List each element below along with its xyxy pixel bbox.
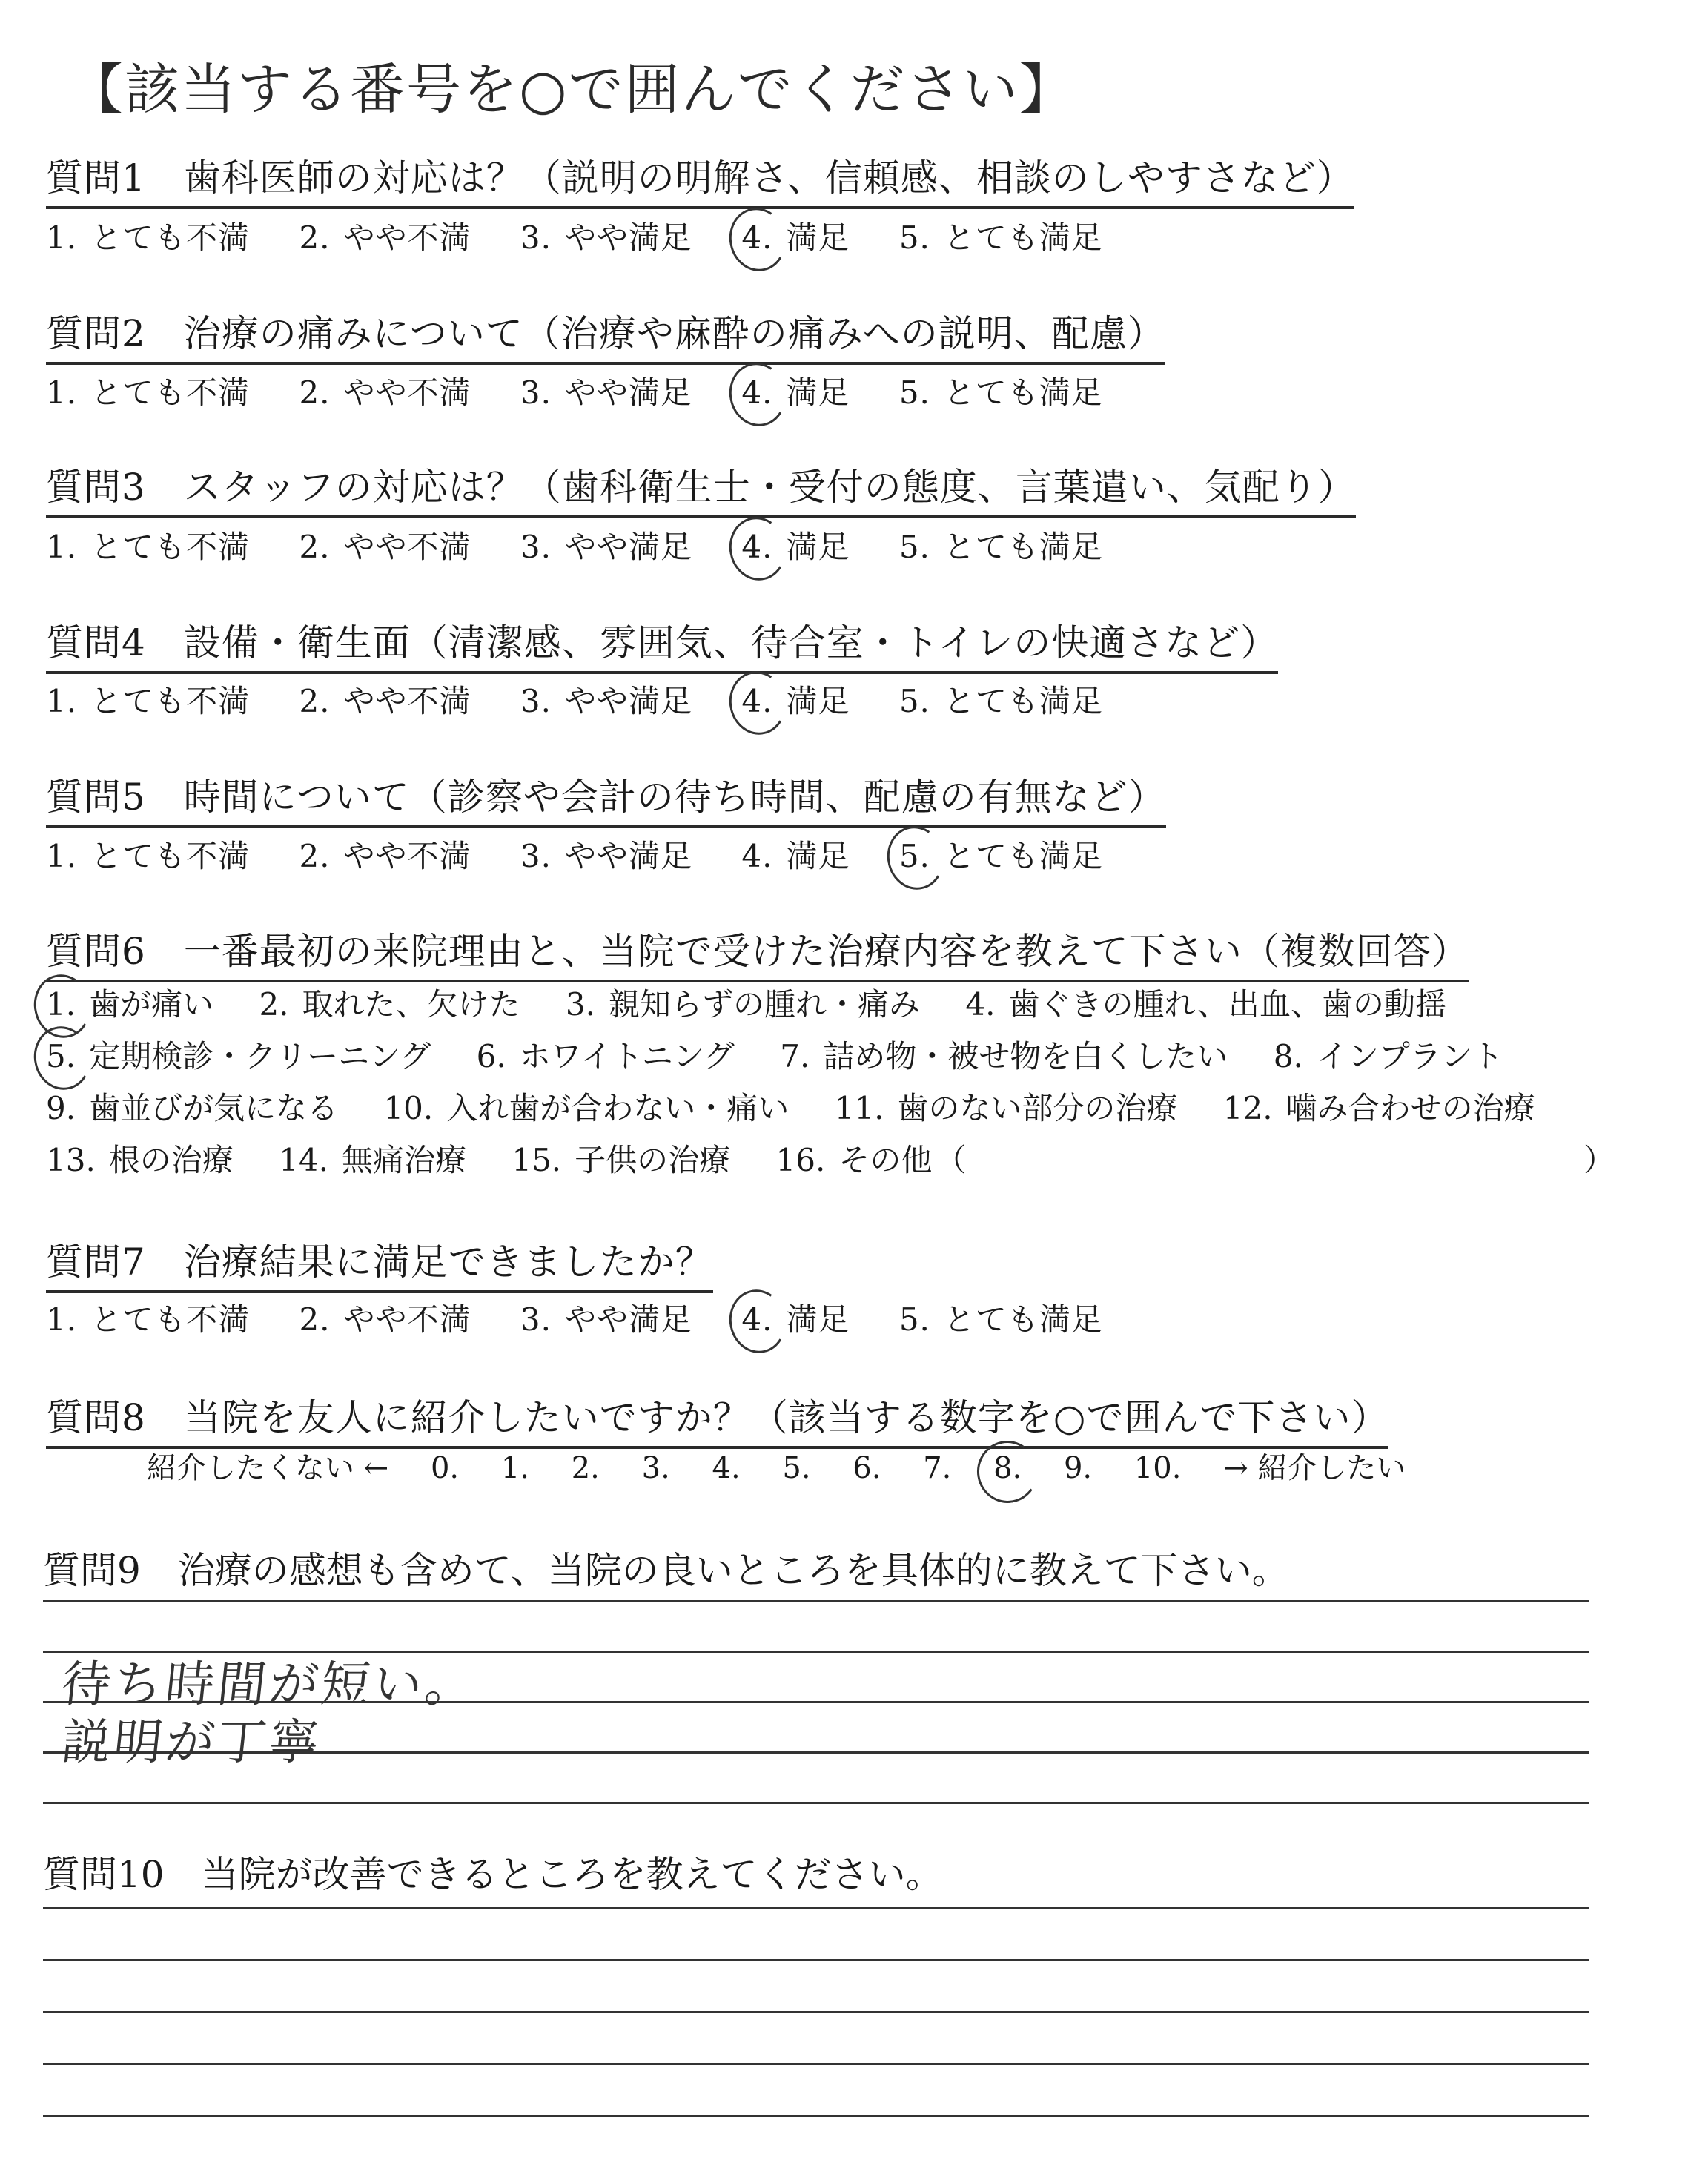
scale-10[interactable]: 10. (1133, 1451, 1182, 1485)
question-8-scale (147, 1444, 1438, 1487)
answer-line (43, 1907, 1589, 1909)
handwritten-answer-line-2: 説明が丁寧 (59, 1714, 325, 1771)
question-1-title: 質問1 歯科医師の対応は？（説明の明解さ、信頼感、相談のしやすさなど） (46, 148, 1354, 209)
q3-option-4[interactable]: 4. 満足 (741, 529, 850, 565)
question-6-title: 質問6 一番最初の来院理由と、当院で受けた治療内容を教えて下さい（複数回答） (46, 922, 1469, 982)
question-7-options (46, 1295, 1142, 1340)
scale-9[interactable]: 9. (1063, 1451, 1093, 1485)
selection-circle: 5. (46, 1038, 76, 1074)
q7-option-1[interactable]: 1. とても不満 (46, 1301, 251, 1338)
q5-option-2[interactable]: 2. やや不満 (299, 838, 471, 874)
question-7-title: 質問7 治療結果に満足できましたか？ (46, 1232, 713, 1293)
q1-option-3[interactable]: 3. やや満足 (520, 219, 692, 256)
scale-5[interactable]: 5. (782, 1451, 811, 1485)
scale-2[interactable]: 2. (571, 1451, 600, 1485)
q1-option-2[interactable]: 2. やや不満 (299, 219, 471, 256)
answer-line (43, 2011, 1589, 2013)
q5-option-3[interactable]: 3. やや満足 (520, 838, 692, 874)
q4-option-4[interactable]: 4. 満足 (741, 683, 850, 719)
answer-line (43, 1600, 1589, 1602)
question-10-title: 質問10 当院が改善できるところを教えてください。 (43, 1853, 943, 1896)
q7-option-2[interactable]: 2. やや不満 (299, 1301, 471, 1338)
q6-option-16[interactable]: 16. その他（ (775, 1142, 967, 1178)
question-2-options (46, 369, 1142, 413)
q2-option-2[interactable]: 2. やや不満 (299, 374, 471, 411)
q6-option-5[interactable]: 5. 定期検診・クリーニング (46, 1038, 431, 1074)
answer-line (43, 2063, 1589, 2065)
question-9-title: 質問9 治療の感想も含めて、当院の良いところを具体的に教えて下さい。 (43, 1549, 1289, 1592)
question-6-options-row-4 (46, 1136, 1002, 1180)
question-3-options (46, 523, 1142, 567)
question-5-title: 質問5 時間について（診察や会計の待ち時間、配慮の有無など） (46, 767, 1166, 828)
other-paren-open: （ (935, 1142, 967, 1178)
q6-option-7[interactable]: 7. 詰め物・被せ物を白くしたい (780, 1038, 1228, 1074)
scale-8[interactable]: 8. (993, 1451, 1022, 1485)
q7-option-3[interactable]: 3. やや満足 (520, 1301, 692, 1338)
q6-option-9[interactable]: 9. 歯並びが気になる (46, 1090, 339, 1126)
scale-1[interactable]: 1. (500, 1451, 530, 1485)
scale-right-label: → 紹介したい (1223, 1451, 1406, 1485)
q3-option-2[interactable]: 2. やや不満 (299, 529, 471, 565)
question-2-title: 質問2 治療の痛みについて（治療や麻酔の痛みへの説明、配慮） (46, 304, 1165, 365)
selection-circle: 4. (741, 529, 773, 565)
scale-7[interactable]: 7. (923, 1451, 952, 1485)
q6-option-13[interactable]: 13. 根の治療 (46, 1142, 234, 1178)
q5-option-4[interactable]: 4. 満足 (741, 838, 850, 874)
question-4-options (46, 677, 1142, 721)
scale-3[interactable]: 3. (641, 1451, 670, 1485)
q4-option-3[interactable]: 3. やや満足 (520, 683, 692, 719)
q6-option-11[interactable]: 11. 歯のない部分の治療 (834, 1090, 1178, 1126)
question-4-title: 質問4 設備・衛生面（清潔感、雰囲気、待合室・トイレの快適さなど） (46, 613, 1278, 674)
selection-circle: 1. (46, 986, 76, 1023)
q6-option-1[interactable]: 1. 歯が痛い (46, 986, 214, 1023)
scale-left-label: 紹介したくない ← (147, 1451, 389, 1485)
answer-line (43, 1959, 1589, 1961)
q2-option-4[interactable]: 4. 満足 (741, 374, 850, 411)
q1-option-1[interactable]: 1. とても不満 (46, 219, 251, 256)
question-6-options-row-3 (46, 1084, 1571, 1129)
q3-option-3[interactable]: 3. やや満足 (520, 529, 692, 565)
q2-option-5[interactable]: 5. とても満足 (898, 374, 1103, 411)
q5-option-5[interactable]: 5. とても満足 (898, 838, 1103, 874)
q1-option-5[interactable]: 5. とても満足 (898, 219, 1103, 256)
q6-option-8[interactable]: 8. インプラント (1273, 1038, 1503, 1074)
question-6-options-row-2 (46, 1032, 1539, 1077)
q2-option-3[interactable]: 3. やや満足 (520, 374, 692, 411)
selection-circle: 4. (741, 374, 773, 411)
question-3-title: 質問3 スタッフの対応は？（歯科衛生士・受付の態度、言葉遣い、気配り） (46, 458, 1356, 518)
answer-line (43, 1802, 1589, 1804)
q4-option-1[interactable]: 1. とても不満 (46, 683, 251, 719)
q6-option-12[interactable]: 12. 噛み合わせの治療 (1222, 1090, 1535, 1126)
scale-0[interactable]: 0. (430, 1451, 460, 1485)
selection-circle: 5. (898, 838, 930, 874)
answer-line (43, 2115, 1589, 2117)
q4-option-2[interactable]: 2. やや不満 (299, 683, 471, 719)
q6-option-14[interactable]: 14. 無痛治療 (279, 1142, 466, 1178)
q7-option-5[interactable]: 5. とても満足 (898, 1301, 1103, 1338)
question-8-title: 質問8 当院を友人に紹介したいですか？（該当する数字を○で囲んで下さい） (46, 1388, 1388, 1449)
scale-6[interactable]: 6. (853, 1451, 881, 1485)
q6-option-15[interactable]: 15. 子供の治療 (512, 1142, 731, 1178)
q6-option-2[interactable]: 2. 取れた、欠けた (259, 986, 520, 1023)
q6-option-6[interactable]: 6. ホワイトニング (476, 1038, 735, 1074)
q5-option-1[interactable]: 1. とても不満 (46, 838, 251, 874)
q6-option-4[interactable]: 4. 歯ぐきの腫れ、出血、歯の動揺 (965, 986, 1446, 1023)
q2-option-1[interactable]: 1. とても不満 (46, 374, 251, 411)
form-title: 【該当する番号を○で囲んでください】 (68, 58, 1076, 122)
question-5-options (46, 832, 1142, 876)
q6-option-3[interactable]: 3. 親知らずの腫れ・痛み (565, 986, 920, 1023)
other-paren-close: ） (1583, 1142, 1615, 1178)
q7-option-4[interactable]: 4. 満足 (741, 1301, 850, 1338)
q3-option-1[interactable]: 1. とても不満 (46, 529, 251, 565)
handwritten-answer-line-1: 待ち時間が短い。 (59, 1656, 480, 1713)
q4-option-5[interactable]: 5. とても満足 (898, 683, 1103, 719)
selection-circle: 4. (741, 1301, 773, 1338)
q1-option-4[interactable]: 4. 満足 (741, 219, 850, 256)
selection-circle: 4. (741, 683, 773, 719)
question-1-options (46, 214, 1142, 258)
q6-option-10[interactable]: 10. 入れ歯が合わない・痛い (383, 1090, 790, 1126)
scale-4[interactable]: 4. (712, 1451, 741, 1485)
q3-option-5[interactable]: 5. とても満足 (898, 529, 1103, 565)
question-6-options-row-1 (46, 980, 1482, 1025)
selection-circle: 4. (741, 219, 773, 256)
